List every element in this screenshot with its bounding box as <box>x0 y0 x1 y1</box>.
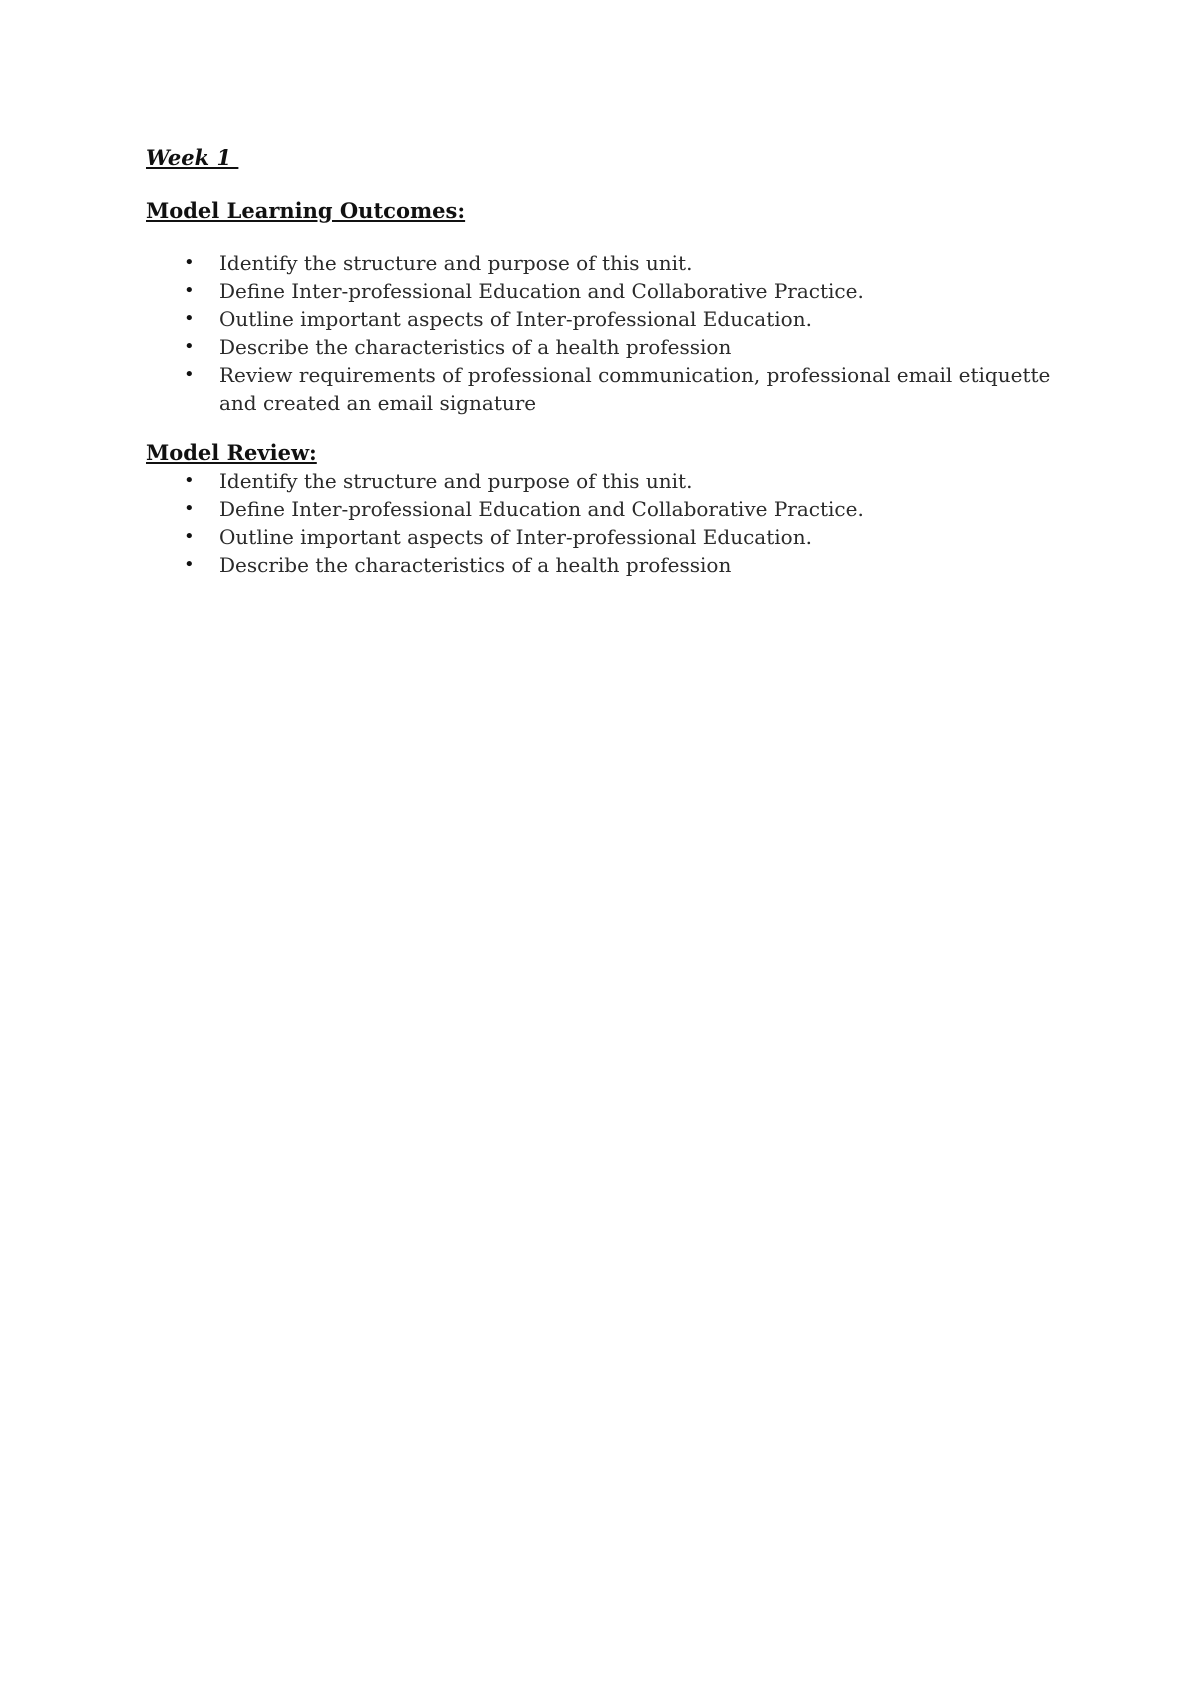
list-item <box>146 551 1086 579</box>
document-body <box>146 144 1086 579</box>
list-item <box>146 305 1086 333</box>
list-item <box>146 249 1086 277</box>
list-item-text: Review requirements of professional communication, professional email etiquette and created an email signature <box>219 363 1051 415</box>
bullet-icon: • <box>184 280 195 301</box>
bullet-icon: • <box>184 336 195 357</box>
list-item <box>146 495 1086 523</box>
review-list <box>146 467 1086 579</box>
bullet-icon: • <box>184 526 195 547</box>
list-item <box>146 333 1086 361</box>
list-item-text: Outline important aspects of Inter-professional Education. <box>219 525 812 549</box>
review-heading: Model Review: <box>146 440 317 465</box>
list-item <box>146 361 1086 417</box>
learning-outcomes-list <box>146 249 1086 417</box>
list-item-text: Describe the characteristics of a health profession <box>219 335 732 359</box>
list-item <box>146 467 1086 495</box>
bullet-icon: • <box>184 308 195 329</box>
list-item <box>146 523 1086 551</box>
bullet-icon: • <box>184 470 195 491</box>
list-item-text: Describe the characteristics of a health profession <box>219 553 732 577</box>
list-item-text: Identify the structure and purpose of this unit. <box>219 469 693 493</box>
list-item-text: Define Inter-professional Education and Collaborative Practice. <box>219 497 864 521</box>
list-item-text: Outline important aspects of Inter-professional Education. <box>219 307 812 331</box>
list-item-text: Identify the structure and purpose of this unit. <box>219 251 693 275</box>
list-item-text: Define Inter-professional Education and Collaborative Practice. <box>219 279 864 303</box>
list-item <box>146 277 1086 305</box>
week-title: Week 1 <box>146 145 239 170</box>
bullet-icon: • <box>184 498 195 519</box>
bullet-icon: • <box>184 252 195 273</box>
bullet-icon: • <box>184 364 195 385</box>
learning-outcomes-heading: Model Learning Outcomes: <box>146 198 466 223</box>
bullet-icon: • <box>184 554 195 575</box>
